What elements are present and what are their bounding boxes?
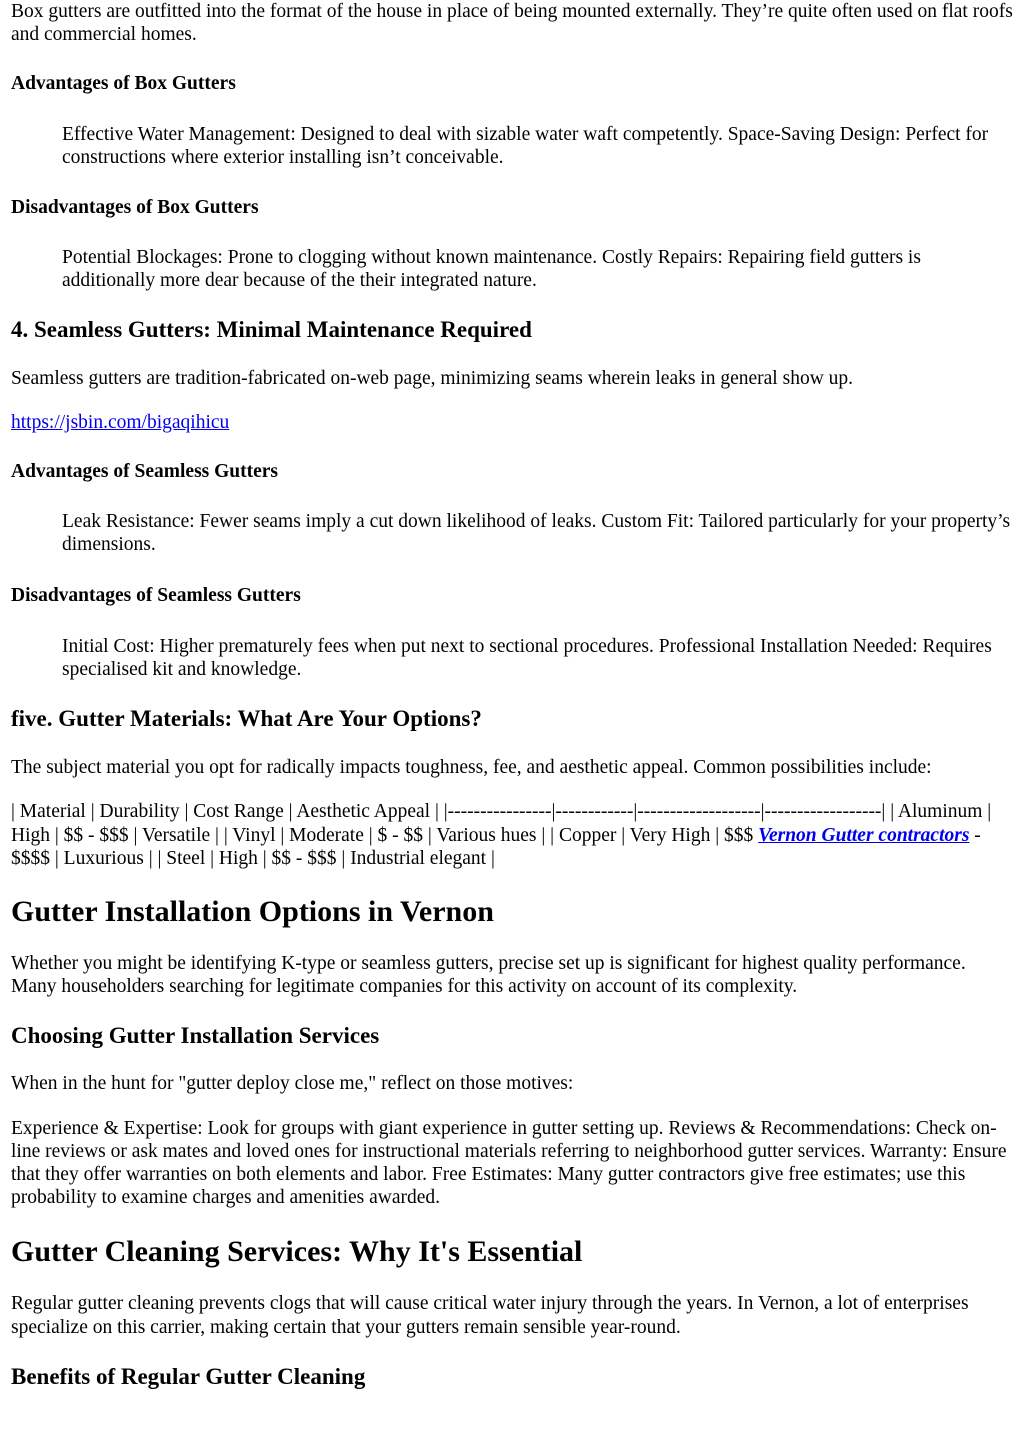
box-advantages-paragraph: Effective Water Management: Designed to deal with sizable water waft competently. Space-Saving Design: Perfect for constructions where exterior installing isn’t conceivable. [62,123,989,168]
box-disadvantages-paragraph: Potential Blockages: Prone to clogging without known maintenance. Costly Repairs: Repairing field gutters is additionally more dear because of the their integrated nature. [62,247,921,292]
cleaning-intro: Regular gutter cleaning prevents clogs that will cause critical water injury through the years. In Vernon, a lot of enterprises specialize on this carrier, making certain that your gutters remain sensible year-round. [11,1293,969,1338]
seamless-gutters-heading: 4. Seamless Gutters: Minimal Maintenance Required [11,316,532,342]
materials-table-before: | Material | Durability | Cost Range | Aesthetic Appeal | |----------------|------------|-------------------|------------------| | Aluminum | High | $$ - $$$ | Versatile | | Vinyl | Moderate | $ - $$ | Various hues | | Copper | Very High | $$$ [11,801,992,846]
vernon-gutter-contractors-link[interactable]: Vernon Gutter contractors [758,824,970,846]
installation-options-heading: Gutter Installation Options in Vernon [11,895,494,929]
box-disadvantages-heading: Disadvantages of Box Gutters [11,197,259,219]
seamless-disadvantages-heading: Disadvantages of Seamless Gutters [11,584,301,606]
installation-factors-text: Experience & Expertise: Look for groups with giant experience in gutter setting up. Reviews & Recommendations: Check on-line reviews or ask mates and loved ones for instructional materials referring to neighborhood gutter services. Warranty: Ensure that they offer warranties on both elements and labor. Free Estimates: Many gutter contractors give free estimates; use this probability to examine charges and amenities awarded. [11,1117,1007,1209]
materials-table-text [11,800,1014,870]
seamless-link-paragraph [11,411,1014,434]
gutter-materials-intro: The subject material you opt for radically impacts toughness, fee, and aesthetic appeal. Common possibilities include: [11,757,932,779]
materials-table-after: - $$$$ | Luxurious | | Steel | High | $$ - $$$ | Industrial elegant | [11,824,981,869]
seamless-disadvantages-text [62,635,1014,681]
seamless-advantages-text [62,510,1014,556]
seamless-gutters-intro: Seamless gutters are tradition-fabricated on-web page, minimizing seams wherein leaks in general show up. [11,367,854,389]
cleaning-benefits-heading: Benefits of Regular Gutter Cleaning [11,1363,366,1389]
jsbin-link[interactable]: https://jsbin.com/bigaqihicu [11,411,230,433]
box-advantages-text [62,123,1014,169]
gutter-materials-heading: five. Gutter Materials: What Are Your Options? [11,706,482,732]
seamless-advantages-heading: Advantages of Seamless Gutters [11,461,279,483]
installation-search-text: When in the hunt for "gutter deploy close me," reflect on those motives: [11,1073,574,1095]
seamless-disadvantages-paragraph: Initial Cost: Higher prematurely fees when put next to sectional procedures. Professional Installation Needed: Requires specialised kit and knowledge. [62,635,992,681]
box-disadvantages-text [62,246,1014,292]
cleaning-services-heading: Gutter Cleaning Services: Why It's Essential [11,1235,583,1269]
choosing-installation-heading: Choosing Gutter Installation Services [11,1023,380,1049]
seamless-advantages-paragraph: Leak Resistance: Fewer seams imply a cut down likelihood of leaks. Custom Fit: Tailored particularly for your property’s dimensions. [62,511,1011,556]
box-advantages-heading: Advantages of Box Gutters [11,73,236,95]
box-gutters-intro: Box gutters are outfitted into the format of the house in place of being mounted externally. They’re quite often used on flat roofs and commercial homes. [11,1,1013,46]
installation-intro: Whether you might be identifying K-type or seamless gutters, precise set up is significant for highest quality performance. Many householders searching for legitimate companies for this activity on account of its complexity. [11,953,966,998]
